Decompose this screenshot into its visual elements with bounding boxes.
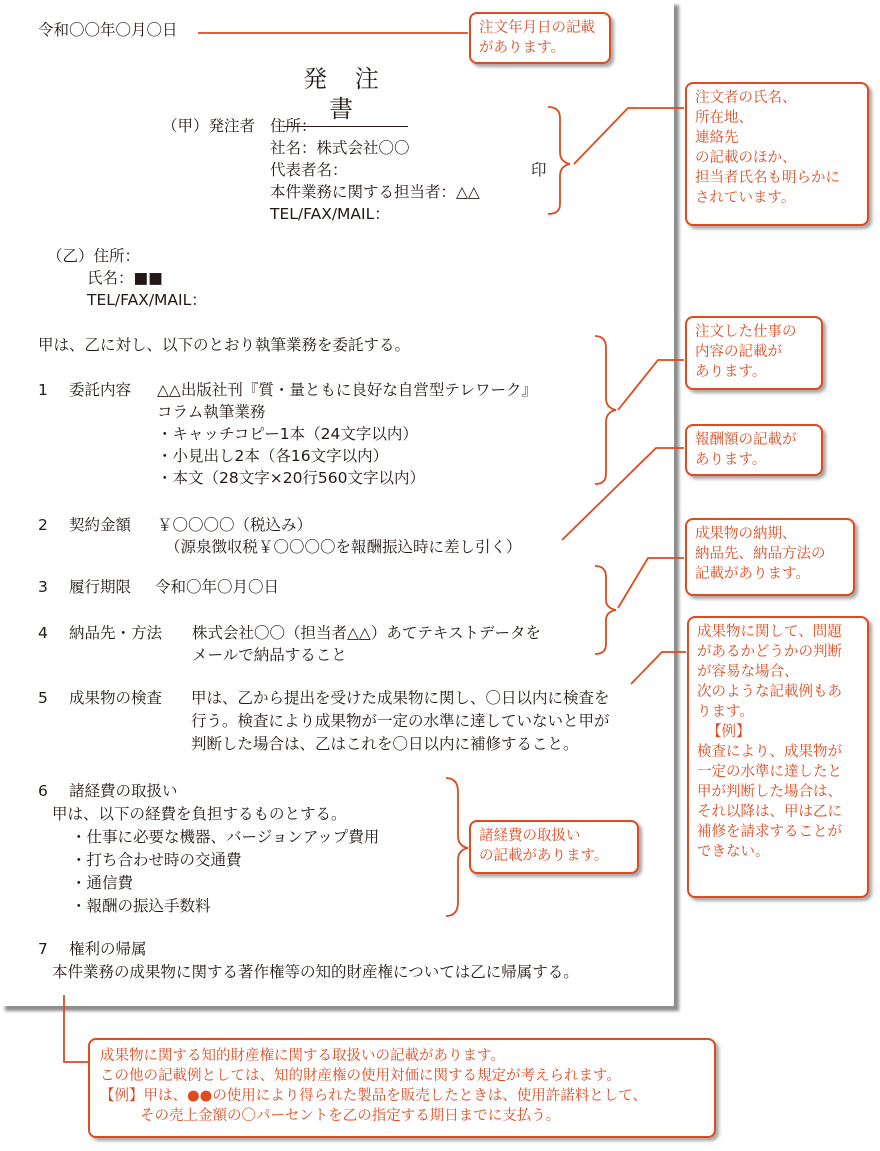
item-7-label: 権利の帰属	[69, 940, 147, 958]
callout-ip-example-label: 【例】	[100, 1088, 144, 1104]
item-2-line: （源泉徴収税￥〇〇〇〇を報酬振込時に差し引く）	[165, 538, 522, 556]
orderer-representative: 代表者名：	[270, 161, 348, 179]
callout-delivery-line: 納品先、納品方法の	[695, 546, 826, 562]
item-4-number: 4	[38, 624, 48, 642]
callout-date-line: があります。	[479, 40, 565, 56]
contractor-address: （乙）住所：	[47, 247, 141, 265]
callout-date	[469, 12, 611, 64]
callout-ip-line: 成果物に関する知的財産権に関する取扱いの記載があります。	[100, 1048, 505, 1064]
item-5-line: 判断した場合は、乙はこれを〇日以内に補修すること。	[191, 735, 579, 753]
callout-orderer-line: 注文者の氏名、	[695, 90, 797, 106]
item-1-line: ・本文（28文字×20行560文字以内）	[157, 469, 426, 487]
callout-ip-example	[100, 1086, 704, 1106]
callout-expenses-line: 諸経費の取扱い	[479, 828, 581, 844]
callout-inspection-line: があるかどうかの判断	[697, 644, 842, 660]
item-6-line: ・仕事に必要な機器、バージョンアップ費用	[71, 828, 380, 846]
orderer-contact-person: 本件業務に関する担当者：△△	[270, 183, 480, 201]
callout-inspection-line: 一定の水準に達したと	[697, 764, 842, 780]
orderer-label: （甲）発注者	[162, 117, 256, 135]
callout-inspection-example-label: 【例】	[707, 724, 751, 740]
item-6-number: 6	[38, 782, 48, 800]
item-6-line: 甲は、以下の経費を負担するものとする。	[52, 805, 347, 823]
item-4-line: メールで納品すること	[192, 646, 347, 664]
item-1-line: ・キャッチコピー1本（24文字以内）	[157, 425, 418, 443]
callout-intellectual-property	[88, 1038, 716, 1138]
callout-inspection-line: できない。	[697, 844, 770, 860]
callout-orderer-line: されています。	[695, 190, 796, 206]
callout-delivery-line: 成果物の納期、	[695, 526, 797, 542]
callout-inspection-line: 甲が判断した場合は、	[697, 784, 842, 800]
callout-inspection-line: が容易な場合、	[697, 664, 799, 680]
item-7-body: 本件業務の成果物に関する著作権等の知的財産権については乙に帰属する。	[52, 963, 579, 981]
order-date: 令和〇〇年〇月〇日	[38, 21, 178, 39]
callout-date-line: 注文年月日の記載	[479, 20, 595, 36]
callout-orderer-line: 担当者氏名も明らかに	[695, 170, 840, 186]
callout-orderer-line: 所在地、	[695, 110, 753, 126]
callout-orderer	[685, 82, 869, 226]
callout-ip-example-line2: その売上金額の〇パーセントを乙の指定する期日までに支払う。	[140, 1108, 561, 1124]
item-5-label: 成果物の検査	[69, 689, 163, 707]
callout-inspection-line: ります。	[697, 704, 754, 720]
item-6-line: ・報酬の振込手数料	[71, 897, 211, 915]
callout-expenses-line: の記載があります。	[479, 848, 609, 864]
callout-inspection	[687, 616, 869, 898]
item-5-line: 甲は、乙から提出を受けた成果物に関し、〇日以内に検査を	[191, 689, 610, 707]
intro-sentence: 甲は、乙に対し、以下のとおり執筆業務を委託する。	[38, 336, 411, 354]
callout-fee-line: あります。	[695, 452, 767, 468]
orderer-company: 社名：株式会社〇〇	[270, 139, 410, 157]
document-title: 発 注 書	[284, 64, 408, 127]
contractor-name: 氏名：■■	[87, 269, 163, 287]
callout-inspection-line: 成果物に関して、問題	[697, 624, 842, 640]
item-4-label: 納品先・方法	[69, 624, 163, 642]
callout-orderer-line: 連絡先	[695, 130, 739, 146]
seal-mark: 印	[531, 161, 547, 179]
orderer-tel: TEL/FAX/MAIL：	[270, 205, 390, 223]
callout-content-line: あります。	[695, 364, 767, 380]
item-3-label: 履行期限	[69, 578, 132, 596]
callout-delivery-line: 記載があります。	[695, 566, 810, 582]
item-1-line: △△出版社刊『質・量ともに良好な自営型テレワーク』	[157, 381, 538, 399]
callout-inspection-line: 次のような記載例もあ	[697, 684, 842, 700]
callout-ip-example-post: の使用により得られた製品を販売したときは、使用許諾料として、	[212, 1088, 648, 1104]
item-6-line: ・打ち合わせ時の交通費	[71, 851, 242, 869]
callout-inspection-line: 検査により、成果物が	[697, 744, 842, 760]
item-2-label: 契約金額	[69, 516, 132, 534]
item-1-number: 1	[38, 381, 48, 399]
item-2-line: ￥〇〇〇〇（税込み）	[157, 516, 313, 534]
callout-ip-example-dots: ●●	[187, 1088, 213, 1104]
item-1-line: コラム執筆業務	[157, 403, 266, 421]
item-6-label: 諸経費の取扱い	[69, 782, 178, 800]
callout-inspection-line: 補修を請求することが	[697, 824, 842, 840]
callout-content-line: 注文した仕事の	[695, 324, 797, 340]
contractor-tel: TEL/FAX/MAIL：	[87, 291, 207, 309]
callout-expenses	[469, 820, 639, 874]
callout-fee-line: 報酬額の記載が	[695, 432, 797, 448]
callout-ip-line: この他の記載例としては、知的財産権の使用対価に関する規定が考えられます。	[100, 1068, 621, 1084]
item-4-line: 株式会社〇〇（担当者△△）あてテキストデータを	[192, 624, 542, 642]
callout-content	[685, 316, 823, 390]
callout-ip-example-pre: 甲は、	[143, 1088, 187, 1104]
callout-inspection-line: それ以降は、甲は乙に	[697, 804, 842, 820]
callout-content-line: 内容の記載が	[695, 344, 782, 360]
callout-orderer-line: の記載のほか、	[695, 150, 797, 166]
item-5-line: 行う。検査により成果物が一定の水準に達していないと甲が	[191, 712, 610, 730]
item-2-number: 2	[38, 516, 48, 534]
item-1-line: ・小見出し2本（各16文字以内）	[157, 447, 389, 465]
callout-delivery	[685, 518, 855, 596]
item-6-line: ・通信費	[71, 874, 134, 892]
item-3-number: 3	[38, 578, 48, 596]
item-3-value: 令和〇年〇月〇日	[155, 578, 280, 596]
item-1-label: 委託内容	[69, 381, 132, 399]
callout-fee	[685, 424, 823, 476]
item-5-number: 5	[38, 689, 48, 707]
item-7-number: 7	[38, 940, 48, 958]
orderer-address: 住所：	[270, 117, 317, 135]
